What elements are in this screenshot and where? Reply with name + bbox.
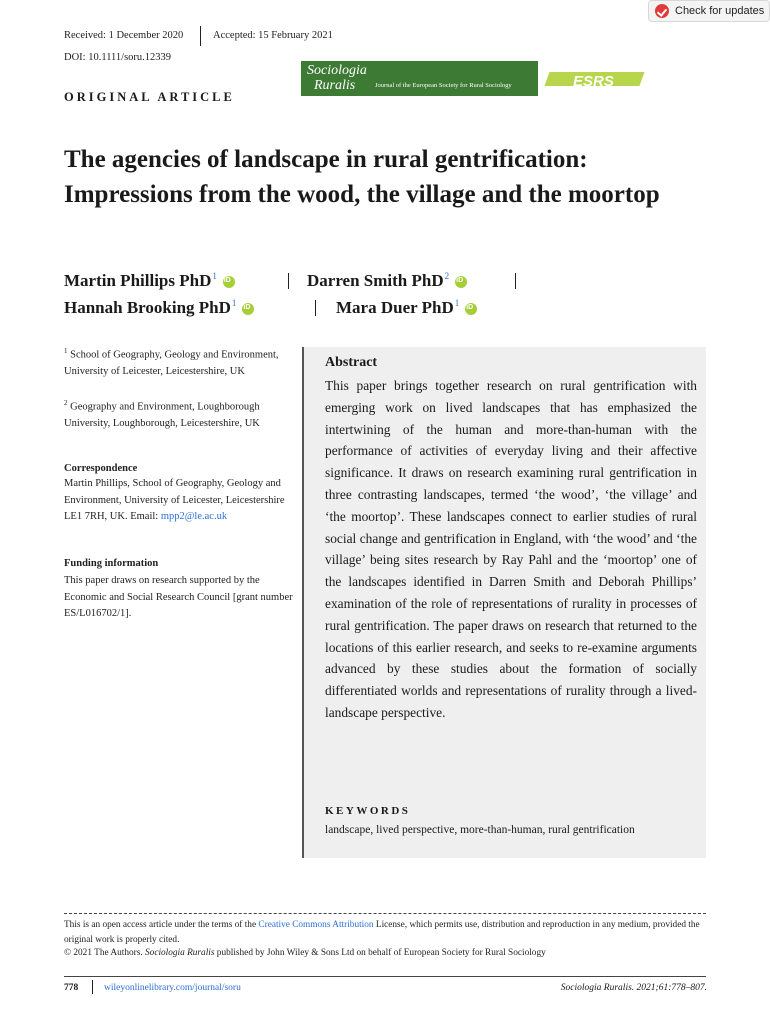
- author-separator: [315, 300, 316, 316]
- author-2: [307, 271, 467, 291]
- author-name: Martin Phillips PhD: [64, 271, 212, 290]
- article-title: The agencies of landscape in rural gentrification: Impressions from the wood, the village and the moortop: [64, 146, 660, 208]
- license-text-pre: This is an open access article under the terms of the: [64, 920, 259, 930]
- orcid-icon[interactable]: [223, 276, 235, 288]
- affiliation-2: [64, 395, 294, 433]
- correspondence-text: [64, 476, 294, 526]
- copyright-pre: © 2021 The Authors.: [64, 948, 146, 958]
- keywords-list: landscape, lived perspective, more-than-human, rural gentrification: [325, 824, 635, 836]
- esrs-logo-text: ESRS: [573, 73, 614, 90]
- author-4: [336, 298, 477, 318]
- author-affiliation-mark: 2: [444, 271, 450, 281]
- journal-url-link[interactable]: wileyonlinelibrary.com/journal/soru: [104, 983, 241, 993]
- page-number: 778: [64, 983, 79, 993]
- author-separator: [515, 273, 516, 289]
- affiliation-text: School of Geography, Geology and Environment, University of Leicester, Leicestershire, UK: [64, 349, 279, 377]
- affiliation-1: [64, 343, 294, 381]
- article-type: ORIGINAL ARTICLE: [64, 90, 235, 104]
- funding-text: This paper draws on research supported by the Economic and Social Research Council [grant number ES/L016702/1].: [64, 575, 293, 619]
- received-date: Received: 1 December 2020: [64, 30, 184, 41]
- header-divider: [200, 26, 201, 46]
- journal-name-line1: Sociologia: [307, 63, 367, 78]
- orcid-icon[interactable]: [455, 276, 467, 288]
- esrs-logo: [547, 64, 642, 96]
- copyright-post: published by John Wiley & Sons Ltd on behalf of European Society for Rural Sociology: [214, 948, 546, 958]
- correspondence-heading: Correspondence: [64, 463, 138, 474]
- email-link[interactable]: mpp2@le.ac.uk: [160, 511, 228, 522]
- accepted-date: Accepted: 15 February 2021: [213, 30, 333, 41]
- copyright-notice: [64, 948, 546, 958]
- page-separator: [92, 980, 93, 994]
- check-for-updates-button[interactable]: [648, 0, 770, 22]
- license-text-post: License, which permits use, distribution and reproduction in any medium, provided the original work is properly cited.: [64, 920, 700, 945]
- email-label: Email:: [130, 511, 159, 522]
- keywords-heading: KEYWORDS: [325, 805, 411, 817]
- abstract-box-rule: [302, 347, 304, 858]
- doi: DOI: 10.1111/soru.12339: [64, 52, 172, 63]
- orcid-icon[interactable]: [242, 303, 254, 315]
- author-separator: [288, 273, 289, 289]
- affiliation-text: Geography and Environment, Loughborough University, Loughborough, Leicestershire, UK: [64, 401, 260, 429]
- author-affiliation-mark: 1: [231, 298, 237, 308]
- copyright-journal: Sociologia Ruralis: [145, 948, 215, 958]
- funding-heading: Funding information: [64, 558, 159, 569]
- abstract-heading: Abstract: [325, 355, 378, 370]
- affiliation-number: 2: [64, 399, 68, 407]
- abstract-body: This paper brings together research on rural gentrification with emerging work on lived landscapes that has emphasized the intertwining of the human and more-than-human with the performance of activities of everyday living and their affective significance. It draws on research examining rural gentrification in three contrasting landscapes, termed ‘the wood’, ‘the village’ and ‘the moortop’. These landscapes connect to earlier studies of rural social change and gentrification in England, with ‘the wood’ and ‘the village’ being sites research by Ray Pahl and the ‘moortop’ one of the landscapes identified in Darren Smith and Deborah Phillips’ examination of the role of representations of rurality in processes of rural gentrification. The paper draws on research that returned to the locations of this earlier research, and seeks to re-examine arguments advanced by these studies about the formation of socially differentiated worlds and representations of rurality through a lived-landscape perspective.: [325, 378, 697, 720]
- author-affiliation-mark: 1: [212, 271, 217, 281]
- footer-divider: [64, 913, 706, 914]
- license-link[interactable]: Creative Commons Attribution: [258, 920, 374, 930]
- author-3: [64, 298, 254, 318]
- check-for-updates-label: Check for updates: [675, 5, 765, 17]
- bottom-divider: [64, 976, 706, 977]
- license-notice: [64, 918, 710, 948]
- journal-subtitle: Journal of the European Society for Rural Sociology: [375, 82, 512, 89]
- journal-name-line2: Ruralis: [314, 78, 356, 93]
- author-1: [64, 271, 235, 291]
- journal-banner-logo: [301, 61, 538, 96]
- citation: Sociologia Ruralis. 2021;61:778–807.: [560, 983, 707, 993]
- affiliation-number: 1: [64, 347, 68, 355]
- correspondence-address: Martin Phillips, School of Geography, Geology and Environment, University of Leicester, Leicestershire LE1 7RH, UK.: [64, 478, 285, 522]
- author-affiliation-mark: 1: [454, 298, 460, 308]
- author-name: Mara Duer PhD: [336, 298, 454, 317]
- checkmark-badge-icon: [655, 4, 669, 18]
- author-name: Darren Smith PhD: [307, 271, 444, 290]
- author-name: Hannah Brooking PhD: [64, 298, 231, 317]
- orcid-icon[interactable]: [465, 303, 477, 315]
